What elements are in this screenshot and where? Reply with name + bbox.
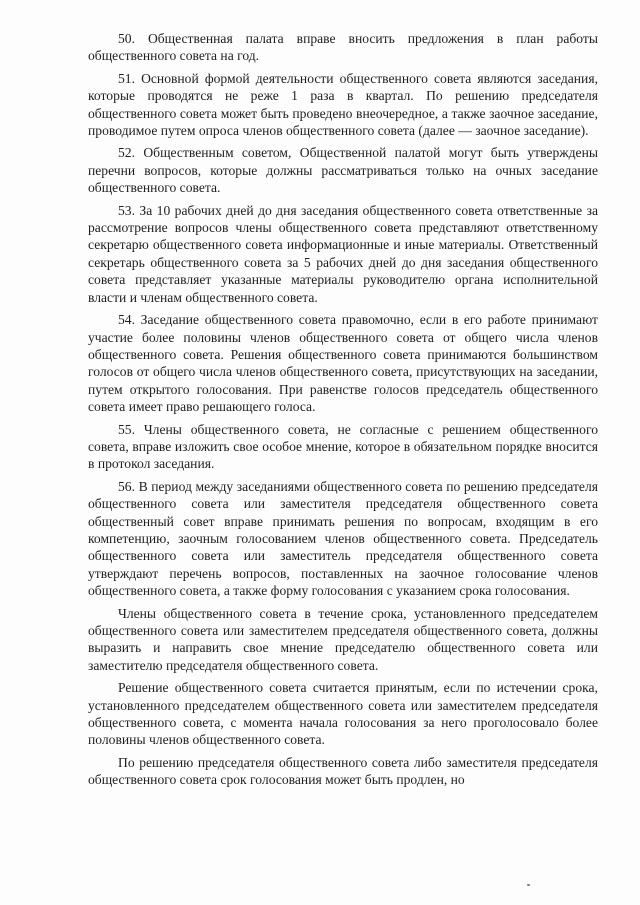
paragraph-53: 53. За 10 рабочих дней до дня заседания общественного совета ответственные за рассмотрение вопросов члены общественного совета представляют ответственному секретарю общественного совета информационные и иные материалы. Ответственный секретарь общественного совета за 5 рабочих дней до дня заседания общественного совета представляет указанные материалы руководителю органа исполнительной власти и членам общественного совета. — [88, 202, 598, 305]
paragraph-56: 56. В период между заседаниями общественного совета по решению председателя общественного совета или заместителя председателя общественного совета общественный совет вправе принимать решения по вопросам, входящим в его компетенцию, заочным голосованием членов общественного совета. Председатель общественного совета или заместитель председателя общественного совета утверждают перечень вопросов, поставленных на заочное голосование членов общественного совета, а также форму голосования с указанием срока голосования. — [88, 478, 598, 599]
paragraph-56-extension: По решению председателя общественного совета либо заместителя председателя общественного совета срок голосования может быть продлен, но — [88, 754, 598, 788]
paragraph-52: 52. Общественным советом, Общественной палатой могут быть утверждены перечни вопросов, которые должны рассматриваться только на очных заседание общественного совета. — [88, 145, 598, 196]
paragraph-54: 54. Заседание общественного совета правомочно, если в его работе принимают участие более половины членов общественного совета от общего числа членов общественного совета. Решения общественного совета принимаются большинством голосов от общего числа членов общественного совета, присутствующих на заседании, путем открытого голосования. При равенстве голосов председатель общественного совета имеет право решающего голоса. — [88, 312, 598, 415]
paragraph-50: 50. Общественная палата вправе вносить предложения в план работы общественного совета на год. — [88, 31, 598, 64]
paragraph-51: 51. Основной формой деятельности общественного совета являются заседания, которые проводятся не реже 1 раза в квартал. По решению председателя общественного совета может быть проведено внеочередное, а также заочное заседание, проводимое путем опроса членов общественного совета (далее — заочное заседание). — [88, 70, 598, 139]
document-body — [88, 30, 598, 794]
paragraph-55: 55. Члены общественного совета, не согласные с решением общественного совета, вправе изложить свое особое мнение, которое в обязательном порядке вносится в протокол заседания. — [88, 421, 598, 472]
paragraph-56-decision: Решение общественного совета считается принятым, если по истечении срока, установленного председателем общественного совета или заместителем председателя общественного совета, с момента начала голосования за него проголосовало более половины членов общественного совета. — [88, 680, 598, 748]
scan-speck — [527, 884, 530, 886]
paragraph-56-members: Члены общественного совета в течение срока, установленного председателем общественного совета или заместителем председателя общественного совета, должны выразить и направить свое мнение председателю общественного совета или заместителю председателя общественного совета. — [88, 605, 598, 673]
